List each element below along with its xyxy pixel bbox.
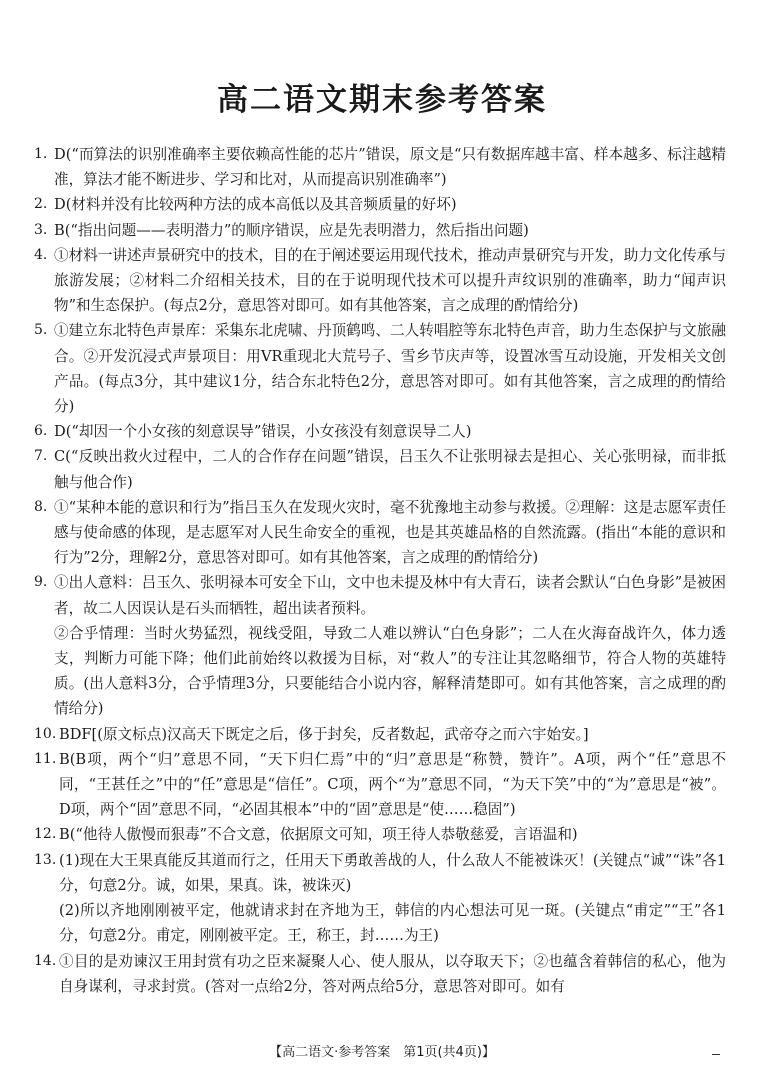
item-number: 1. xyxy=(34,146,48,162)
answer-list xyxy=(34,142,726,999)
item-number: 6. xyxy=(34,423,48,440)
item-text: D(材料并没有比较两种方法的成本高低以及其音频质量的好坏) xyxy=(54,196,457,214)
item-number: 10. xyxy=(34,725,57,742)
item-text: ①目的是劝谏汉王用封赏有功之臣来凝聚人心、使人服从，以夺取天下；②也蕴含着韩信的私心，他为自身谋利，寻求封赏。(答对一点给2分，答对两点给5分，意思答对即可。如有 xyxy=(59,952,726,995)
answer-item-12 xyxy=(34,822,726,847)
item-text: ①建立东北特色声景库：采集东北虎啸、丹顶鹤鸣、二人转唱腔等东北特色声音，助力生态保护与文旅融合。②开发沉浸式声景项目：用VR重现北大荒号子、雪乡节庆声等，设置冰雪互动设施，开发相关文创产品。(每点3分，其中建议1分，结合东北特色2分，意思答对即可。如有其他答案，言之成理的酌情给分) xyxy=(54,322,726,416)
item-subtext: (2)所以齐地刚刚被平定，他就请求封在齐地为王，韩信的内心想法可见一斑。(关键点“甫定”“王”各1分，句意2分。甫定，刚刚被平定。王，称王，封……为王) xyxy=(59,902,726,945)
item-number: 2. xyxy=(34,196,48,213)
answer-item-6 xyxy=(34,419,726,444)
item-text: D(“而算法的识别准确率主要依赖高性能的芯片”错误，原文是“只有数据库越丰富、样本越多、标注越精准，算法才能不断进步、学习和比对，从而提高识别准确率”) xyxy=(54,146,726,189)
answer-item-11 xyxy=(34,747,726,823)
answer-item-8 xyxy=(34,495,726,571)
answer-item-2 xyxy=(34,192,726,217)
item-text: BDF[(原文标点)汉高天下既定之后，侈于封矣，反者数起，武帝夺之而六宇始安。] xyxy=(59,725,589,743)
item-text: C(“反映出救火过程中，二人的合作存在问题”错误，吕玉久不让张明禄去是担心、关心张明禄，而非抵触与他合作) xyxy=(54,448,726,491)
answer-item-9 xyxy=(34,570,726,721)
answer-item-5 xyxy=(34,318,726,419)
answer-item-1 xyxy=(34,142,726,192)
item-number: 4. xyxy=(34,246,48,263)
item-text: D(“却因一个小女孩的刻意误导”错误，小女孩没有刻意误导二人) xyxy=(54,423,472,441)
item-text: B(“他待人傲慢而狠毒”不合文意，依据原文可知，项王待人恭敬慈爱，言语温和) xyxy=(59,826,578,844)
answer-item-3 xyxy=(34,218,726,243)
item-text: ①材料一讲述声景研究中的技术，目的在于阐述要运用现代技术，推动声景研究与开发，助力文化传承与旅游发展；②材料二介绍相关技术，目的在于说明现代技术可以提升声纹识别的准确率，助力“闻声识物”和生态保护。(每点2分，意思答对即可。如有其他答案，言之成理的酌情给分) xyxy=(54,246,726,315)
answer-item-4 xyxy=(34,243,726,319)
item-number: 3. xyxy=(34,221,48,238)
item-number: 8. xyxy=(34,498,48,515)
item-number: 14. xyxy=(34,952,57,969)
answer-item-7 xyxy=(34,444,726,494)
item-number: 12. xyxy=(34,826,57,843)
item-text: B(“指出问题——表明潜力”的顺序错误，应是先表明潜力，然后指出问题) xyxy=(54,221,529,239)
page-footer: 【高二语文·参考答案 第1页(共4页)】 xyxy=(269,1045,495,1060)
item-subtext: ②合乎情理：当时火势猛烈，视线受阻，导致二人难以辨认“白色身影”；二人在火海奋战许久，体力透支，判断力可能下降；他们此前始终以救援为目标，对“救人”的专注让其忽略细节，符合人物的英雄特质。(出人意料3分，合乎情理3分，只要能结合小说内容，解释清楚即可。如有其他答案，言之成理的酌情给分) xyxy=(54,624,726,718)
item-number: 11. xyxy=(34,750,57,767)
page-title: 高二语文期末参考答案 xyxy=(217,82,547,118)
item-number: 9. xyxy=(34,574,48,591)
item-number: 5. xyxy=(34,322,48,339)
item-text: ①“某种本能的意识和行为”指吕玉久在发现火灾时，毫不犹豫地主动参与救援。②理解：这是志愿军责任感与使命感的体现，是志愿军对人民生命安全的重视，也是其英雄品格的自然流露。(指出“本能的意识和行为”2分，理解2分，意思答对即可。如有其他答案，言之成理的酌情给分) xyxy=(54,498,726,567)
item-text: (1)现在大王果真能反其道而行之，任用天下勇敢善战的人，什么敌人不能被诛灭！(关键点“诚”“诛”各1分，句意2分。诚，如果，果真。诛，被诛灭) xyxy=(59,851,726,894)
answer-item-10 xyxy=(34,722,726,747)
answer-item-14 xyxy=(34,949,726,999)
answer-item-13 xyxy=(34,848,726,949)
item-text: ①出人意料：吕玉久、张明禄本可安全下山，文中也未提及林中有大青石，读者会默认“白色身影”是被困者，故二人因误认是石头而牺牲，超出读者预料。 xyxy=(54,574,726,617)
item-number: 13. xyxy=(34,851,57,868)
item-number: 7. xyxy=(34,448,48,465)
corner-mark xyxy=(712,1054,720,1055)
item-text: B(B项，两个“归”意思不同，“天下归仁焉”中的“归”意思是“称赞，赞许”。A项，两个“任”意思不同，“王甚任之”中的“任”意思是“信任”。C项，两个“为”意思不同，“为天下笑”中的“为”意思是“被”。D项，两个“固”意思不同，“必固其根本”中的“固”意思是“使……稳固”) xyxy=(59,750,726,819)
